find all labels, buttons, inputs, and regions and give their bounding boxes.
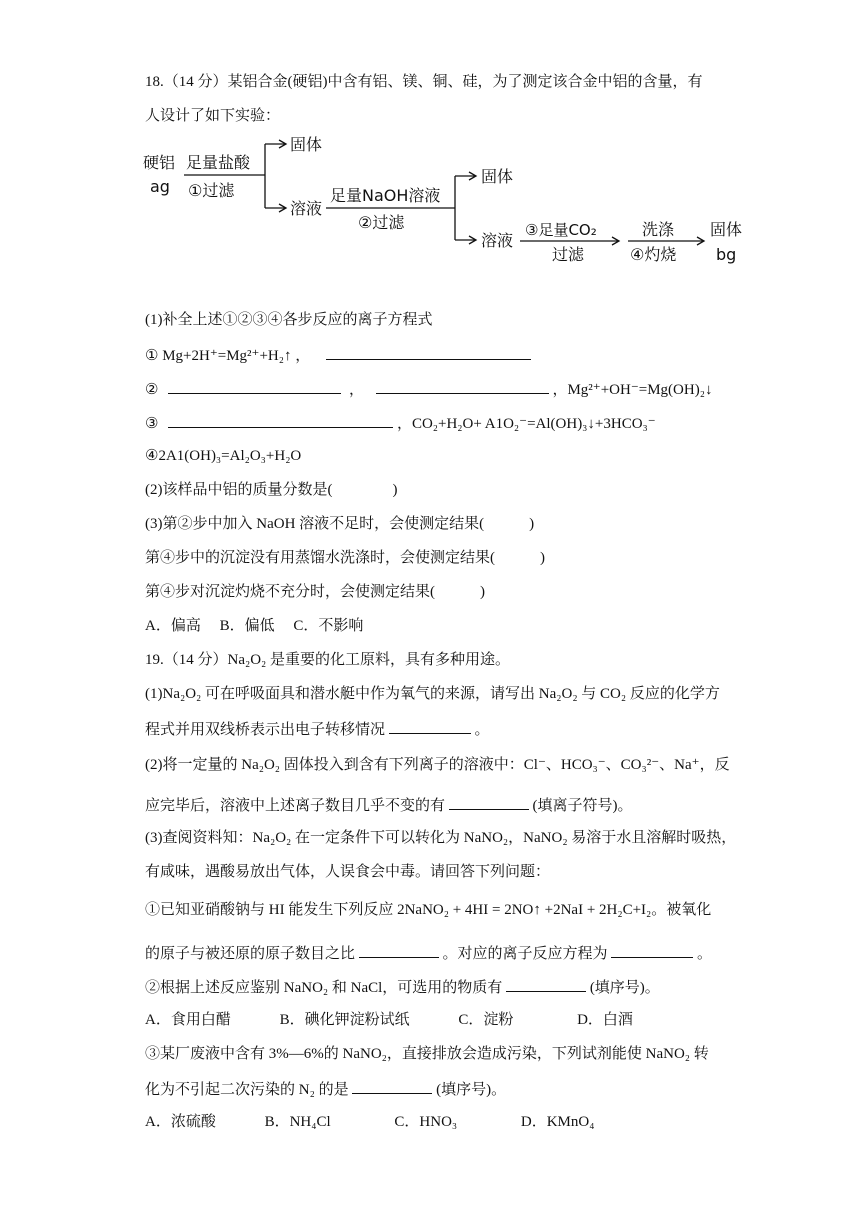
q18-part2: (2)该样品中铝的质量分数是( ): [145, 482, 398, 498]
q19-sub3-line2: [145, 1078, 506, 1100]
q19-sub2-end: (填序号)。: [589, 980, 660, 996]
q18-eq3-prefix: ③: [145, 416, 159, 432]
flow-reagent3: ③足量CO₂: [525, 221, 597, 239]
q18-options: A．偏高 B．偏低 C．不影响: [145, 618, 364, 634]
q18-eq2-prefix: ②: [145, 382, 159, 398]
q19-sub1-line1: ①已知亚硝酸钠与 HI 能发生下列反应 2NaNO₂ + 4HI = 2NO↑ +2NaI + 2H₂C+I₂。被氧化: [145, 902, 712, 918]
q18-eq1-blank[interactable]: [326, 344, 531, 360]
q18-eq2-sep: ，: [348, 382, 364, 398]
q19-part2-blank[interactable]: [449, 794, 529, 810]
q19-sub2-text: ②根据上述反应鉴别 NaNO₂ 和 NaCl，可选用的物质有: [145, 980, 503, 996]
flow-step3: 过滤: [552, 245, 585, 264]
flow-solution1: 溶液: [290, 199, 323, 218]
q18-eq4: ④2A1(OH)₃=Al₂O₃+H₂O: [145, 448, 302, 464]
q18-eq1-row: [145, 344, 531, 366]
q18-intro-line1: 18.（14 分）某铝合金(硬铝)中含有铝、镁、铜、硅，为了测定该合金中铝的含量，有: [145, 74, 703, 90]
q19-intro: 19.（14 分）Na₂O₂ 是重要的化工原料，具有多种用途。: [145, 652, 511, 668]
flow-step2: ②过滤: [358, 213, 405, 232]
q19-part1-line1: (1)Na₂O₂ 可在呼吸面具和潜水艇中作为氧气的来源，请写出 Na₂O₂ 与 CO₂ 反应的化学方: [145, 686, 720, 702]
q19-sub3-line1: ③某厂废液中含有 3%—6%的 NaNO₂，直接排放会造成污染，下列试剂能使 NaNO₂ 转: [145, 1046, 709, 1062]
q18-part3b: 第④步中的沉淀没有用蒸馏水洗涤时，会使测定结果( ): [145, 550, 545, 566]
flow-solid1: 固体: [290, 135, 323, 154]
flow-reagent2: 足量NaOH溶液: [330, 186, 441, 205]
q18-eq2-blank2[interactable]: [376, 378, 549, 394]
q18-part3a: (3)第②步中加入 NaOH 溶液不足时，会使测定结果( ): [145, 516, 535, 532]
q19-part1-blank[interactable]: [389, 718, 471, 734]
flow-start-mass: ag: [150, 177, 170, 196]
q19-sub2: [145, 976, 660, 998]
q19-part3-line1: (3)查阅资料知：Na₂O₂ 在一定条件下可以转化为 NaNO₂，NaNO₂ 易溶于水且溶解时吸热，: [145, 830, 737, 846]
q19-part1-end: 。: [474, 722, 490, 738]
q18-part1-title: (1)补全上述①②③④各步反应的离子方程式: [145, 312, 433, 328]
q19-part2-line1: (2)将一定量的 Na₂O₂ 固体投入到含有下列离子的溶液中：Cl⁻、HCO₃⁻、CO₃²⁻、Na⁺，反: [145, 757, 730, 773]
q18-part3c: 第④步对沉淀灼烧不充分时，会使测定结果( ): [145, 584, 485, 600]
flow-solution2: 溶液: [481, 231, 514, 250]
q19-sub2-options: A．食用白醋 B．碘化钾淀粉试纸 C．淀粉 D．白酒: [145, 1012, 633, 1028]
q19-part1-text: 程式并用双线桥表示出电子转移情况: [145, 722, 386, 738]
flow-solid2: 固体: [481, 167, 514, 186]
q19-part1-line2: [145, 718, 490, 740]
flow-step4: ④灼烧: [630, 245, 677, 264]
q19-sub3-options: A．浓硫酸 B．NH₄Cl C．HNO₃ D．KMnO₄: [145, 1114, 595, 1130]
q19-sub3-text: 化为不引起二次污染的 N₂ 的是: [145, 1082, 349, 1098]
q19-sub3-end: (填序号)。: [436, 1082, 507, 1098]
q18-eq2-row: [145, 378, 712, 400]
q19-sub1-text: 的原子与被还原的原子数目之比: [145, 946, 356, 962]
q18-eq1: ① Mg+2H⁺=Mg²⁺+H₂↑ ，: [145, 348, 311, 364]
flow-final-label: 固体: [710, 220, 743, 239]
flow-start-label: 硬铝: [143, 153, 176, 172]
q19-part2-end: (填离子符号)。: [532, 798, 633, 814]
q19-sub2-blank[interactable]: [506, 976, 586, 992]
flow-reagent1: 足量盐酸: [186, 153, 251, 172]
flow-final-mass: bg: [716, 245, 737, 264]
q19-sub1-end: 。: [697, 946, 713, 962]
q18-eq3-row: [145, 412, 656, 434]
q18-eq2-blank1[interactable]: [168, 378, 341, 394]
q18-eq3-tail: ，CO₂+H₂O+ A1O₂⁻=Al(OH)₃↓+3HCO₃⁻: [396, 416, 656, 432]
q18-intro-line2: 人设计了如下实验：: [145, 108, 281, 124]
q19-sub3-blank[interactable]: [352, 1078, 432, 1094]
q19-sub1-line2: [145, 942, 712, 964]
q19-sub1-blank2[interactable]: [611, 942, 693, 958]
q19-sub1-mid: 。对应的离子反应方程为: [442, 946, 608, 962]
q19-part2-text: 应完毕后，溶液中上述离子数目几乎不变的有: [145, 798, 446, 814]
q19-part2-line2: [145, 794, 633, 816]
flow-step1: ①过滤: [188, 181, 235, 200]
q19-sub1-blank1[interactable]: [359, 942, 439, 958]
q19-part3-line2: 有咸味，遇酸易放出气体，人误食会中毒。请回答下列问题：: [145, 864, 551, 880]
experiment-flowchart: [140, 128, 760, 278]
q18-eq3-blank[interactable]: [168, 412, 393, 428]
flow-reagent4: 洗涤: [642, 220, 675, 239]
q18-eq2-tail: ，Mg²⁺+OH⁻=Mg(OH)₂↓: [552, 382, 713, 398]
